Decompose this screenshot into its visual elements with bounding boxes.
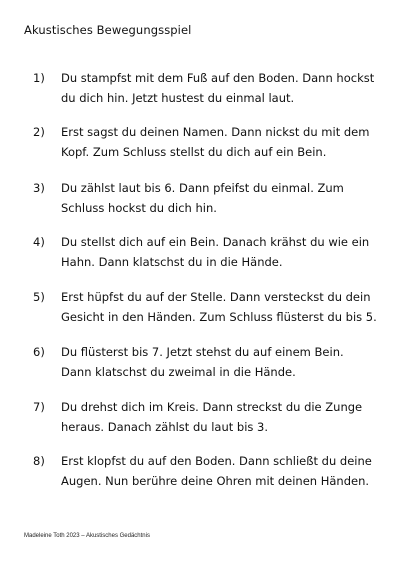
- item-line: Erst klopfst du auf den Boden. Dann schließt du deine: [61, 454, 372, 468]
- page-footer: Madeleine Toth 2023 – Akustisches Gedächtnis: [24, 533, 150, 539]
- item-line: Du zählst laut bis 6. Dann pfeifst du einmal. Zum: [61, 181, 344, 195]
- item-line: Erst sagst du deinen Namen. Dann nickst du mit dem: [61, 125, 370, 139]
- item-number: 6): [33, 345, 45, 359]
- item-line: Du stellst dich auf ein Bein. Danach krähst du wie ein: [61, 235, 370, 249]
- item-text: [61, 451, 381, 491]
- item-text: [61, 68, 381, 108]
- item-number: 2): [33, 125, 45, 139]
- item-number: 7): [33, 400, 45, 414]
- item-number: 3): [33, 181, 45, 195]
- item-line: Du drehst dich im Kreis. Dann streckst du die Zunge: [61, 400, 363, 414]
- item-line: heraus. Danach zählst du laut bis 3.: [61, 420, 269, 434]
- item-text: [61, 397, 381, 437]
- item-line: Gesicht in den Händen. Zum Schluss flüsterst du bis 5.: [61, 310, 377, 324]
- item-text: [61, 122, 381, 162]
- item-line: Hahn. Dann klatschst du in die Hände.: [61, 255, 283, 269]
- item-number: 5): [33, 290, 45, 304]
- item-line: Schluss hockst du dich hin.: [61, 201, 217, 215]
- item-line: Dann klatschst du zweimal in die Hände.: [61, 365, 296, 379]
- item-text: [61, 287, 381, 327]
- item-line: Kopf. Zum Schluss stellst du dich auf ein Bein.: [61, 145, 327, 159]
- item-line: Augen. Nun berühre deine Ohren mit deinen Händen.: [61, 474, 370, 488]
- item-text: [61, 178, 381, 218]
- item-line: du dich hin. Jetzt hustest du einmal laut.: [61, 91, 295, 105]
- item-line: Erst hüpfst du auf der Stelle. Dann versteckst du dein: [61, 290, 371, 304]
- item-text: [61, 342, 381, 382]
- item-line: Du stampfst mit dem Fuß auf den Boden. Dann hockst: [61, 71, 375, 85]
- item-number: 4): [33, 235, 45, 249]
- item-number: 1): [33, 71, 45, 85]
- item-line: Du flüsterst bis 7. Jetzt stehst du auf einem Bein.: [61, 345, 344, 359]
- item-text: [61, 232, 381, 272]
- item-number: 8): [33, 454, 45, 468]
- page-title: Akustisches Bewegungsspiel: [24, 23, 192, 37]
